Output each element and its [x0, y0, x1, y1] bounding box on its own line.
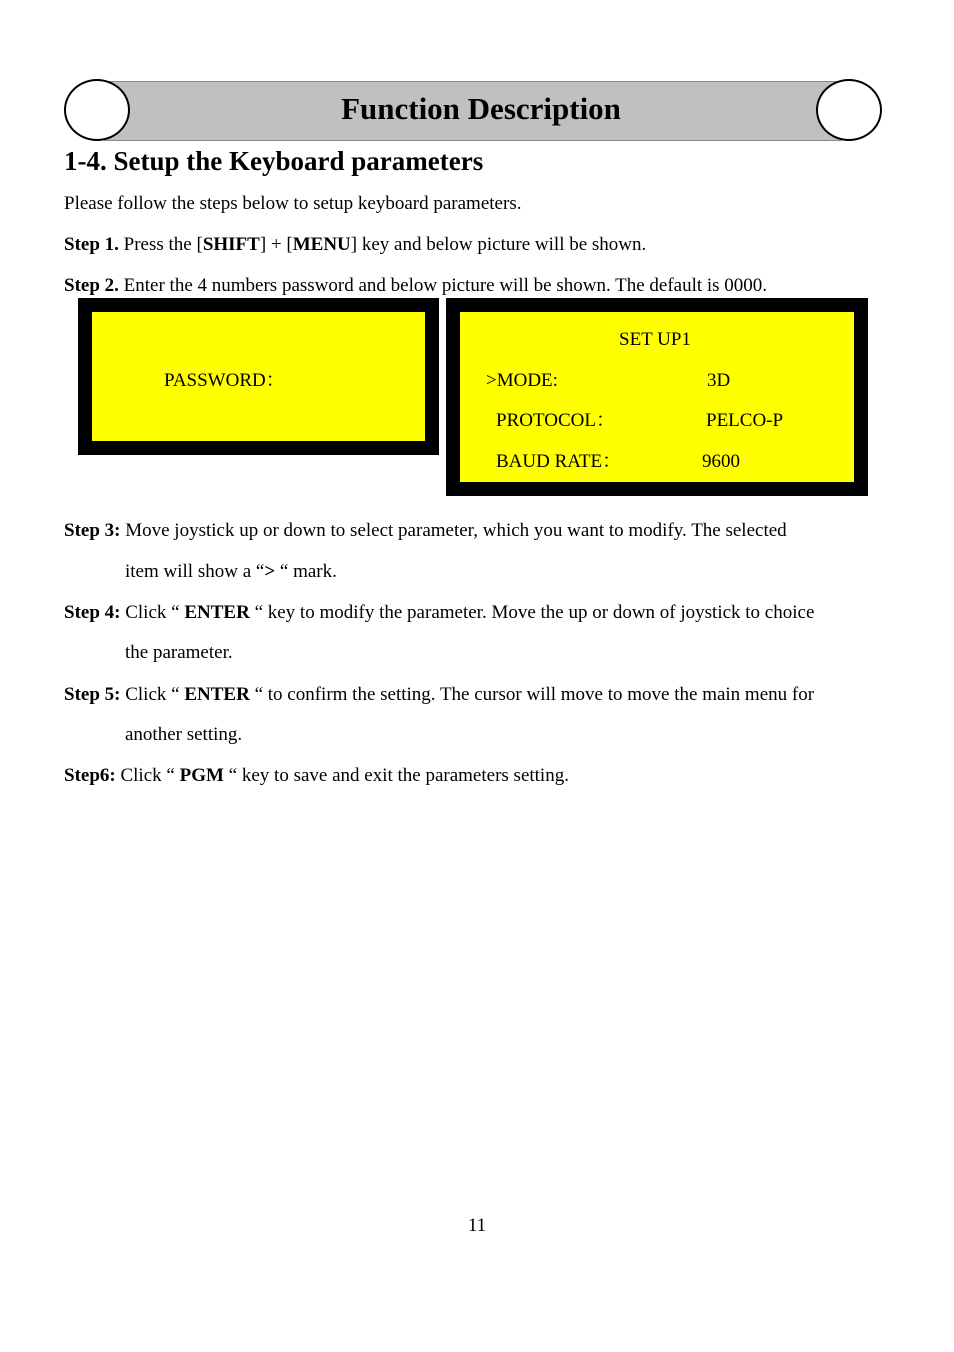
pgm-key-label: PGM [179, 765, 224, 786]
password-screen [78, 298, 439, 455]
enter-key-label: ENTER [184, 602, 250, 623]
step-3-text: Move joystick up or down to select parameter, which you want to modify. The selected [120, 520, 787, 541]
step-5-label: Step 5: [64, 684, 121, 705]
step-4-text-a: Click “ [120, 602, 185, 623]
baud-rate-value: 9600 [702, 451, 740, 472]
menu-key-label: MENU [292, 234, 351, 255]
step-6-label: Step6: [64, 765, 116, 786]
step-6-text-a: Click “ [115, 765, 180, 786]
step-1-label: Step 1. [64, 234, 119, 255]
selection-mark: > [264, 561, 276, 582]
step-4 [64, 601, 814, 625]
step-1-text-c: ] key and below picture will be shown. [350, 234, 647, 255]
step-5-text-a: Click “ [120, 684, 185, 705]
step-5 [64, 683, 814, 707]
setup-screen-display [460, 312, 854, 482]
step-3-text-c: “ mark. [275, 561, 337, 582]
step-6 [64, 764, 569, 788]
baud-rate-label: BAUD RATE： [496, 451, 622, 472]
step-2-label: Step 2. [64, 275, 119, 296]
step-5-text-b: “ to confirm the setting. The cursor will move to move the main menu for [249, 684, 815, 705]
mode-label: >MODE: [486, 370, 558, 391]
page-title: Function Description [341, 91, 621, 126]
step-4-text-b: “ key to modify the parameter. Move the up or down of joystick to choice [249, 602, 815, 623]
intro-text: Please follow the steps below to setup keyboard parameters. [64, 193, 522, 214]
page-number: 11 [467, 1215, 487, 1236]
protocol-label: PROTOCOL： [496, 410, 615, 431]
enter-key-label: ENTER [184, 684, 250, 705]
section-heading: 1-4. Setup the Keyboard parameters [64, 146, 484, 176]
step-3-label: Step 3: [64, 520, 121, 541]
step-3-continued [125, 560, 337, 584]
step-6-text-b: “ key to save and exit the parameters setting. [223, 765, 569, 786]
password-label: PASSWORD： [164, 370, 285, 391]
password-screen-display [92, 312, 425, 441]
mode-value: 3D [707, 370, 731, 391]
step-1 [64, 233, 646, 257]
setup-screen [446, 298, 868, 496]
step-1-text-a: Press the [ [118, 234, 203, 255]
protocol-value: PELCO-P [706, 410, 784, 431]
step-4-continued: the parameter. [125, 642, 233, 663]
step-5-continued: another setting. [125, 724, 243, 745]
step-3-text-b: item will show a “ [125, 561, 265, 582]
step-1-text-b: ] + [ [259, 234, 293, 255]
title-banner [64, 79, 884, 143]
setup-screen-title: SET UP1 [619, 329, 691, 350]
shift-key-label: SHIFT [202, 234, 260, 255]
step-3 [64, 519, 787, 543]
step-2 [64, 274, 767, 298]
step-2-text: Enter the 4 numbers password and below picture will be shown. The default is 0000. [118, 275, 768, 296]
step-4-label: Step 4: [64, 602, 121, 623]
